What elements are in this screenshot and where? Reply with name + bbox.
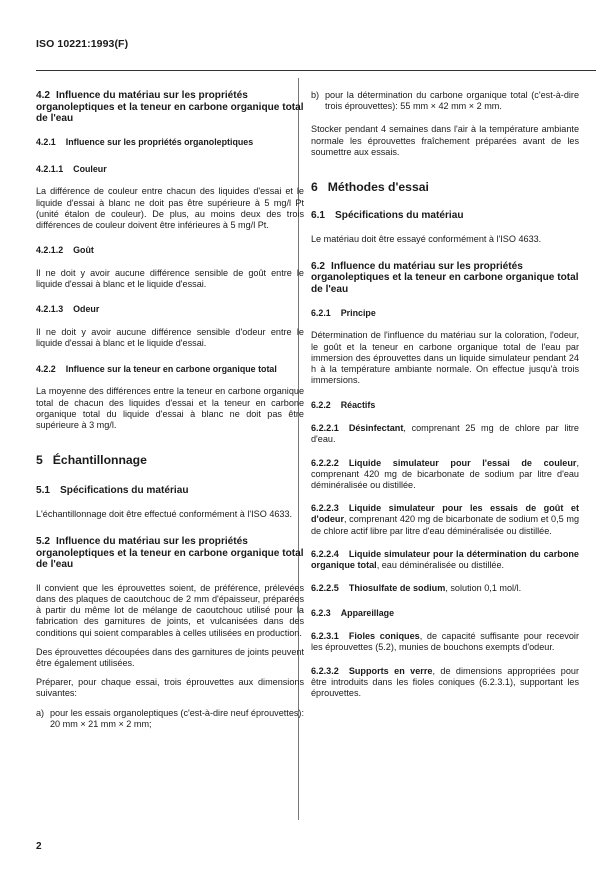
heading-6-2-2 — [311, 400, 579, 411]
clause-text: , comprenant 420 mg de bicarbonate de sodium par litre d'eau déminéralisée ou distillée. — [311, 457, 579, 491]
paragraph-garnitures: Des éprouvettes découpées dans des garnitures de joints peuvent être également utilisées. — [36, 646, 304, 668]
heading-6-2-1 — [311, 308, 579, 319]
heading-number: 5 — [36, 453, 43, 468]
heading-number: 6.2.3 — [311, 608, 331, 619]
heading-text: Spécifications du matériau — [335, 210, 464, 222]
clause-text: , comprenant 25 mg de chlore par litre d'eau. — [311, 423, 579, 445]
paragraph-couleur: La différence de couleur entre chacun des liquides d'essai et le liquide d'essai à blanc ne doit pas être supérieure à 5 mg/l Pt (unité étalon de couleur). De plus, au moins deux des trois différences de couleur doivent être inférieures à 5 mg/l Pt. — [36, 186, 304, 230]
heading-text: Échantillonnage — [52, 453, 147, 468]
paragraph-eprouvettes: Il convient que les éprouvettes soient, de préférence, prélevées dans des plaques de caoutchouc de 2 mm d'épaisseur, préparées à partir du même lot de mélange de caoutchouc utilisé pour la fabrication des garnitures de joints, et vulcanisées dans des conditions qui soient comparables à celles utilisées en production. — [36, 582, 304, 638]
heading-4-2-1-1 — [36, 164, 304, 175]
reagent-6-2-2-3 — [311, 503, 579, 537]
heading-4-2-2 — [36, 364, 304, 375]
heading-6 — [311, 180, 579, 194]
heading-number: 4.2 — [36, 90, 51, 101]
clause-number: 6.2.2.5 — [311, 583, 339, 594]
clause-number: 6.2.3.2 — [311, 665, 339, 676]
clause-number: 6.2.2.1 — [311, 423, 339, 434]
heading-text: Influence sur la teneur en carbone organique total — [65, 363, 277, 374]
heading-5-2 — [36, 536, 304, 571]
heading-text: Odeur — [73, 304, 100, 315]
heading-text: Influence du matériau sur les propriétés organoleptiques et la teneur en carbone organique total de l'eau — [36, 536, 304, 571]
heading-number: 4.2.2 — [36, 363, 56, 374]
clause-text: , eau déminéralisée ou distillée. — [376, 560, 505, 571]
heading-number: 6 — [311, 180, 318, 195]
heading-6-1 — [311, 210, 579, 222]
reagent-6-2-2-1 — [311, 423, 579, 445]
apparatus-6-2-3-2 — [311, 666, 579, 700]
heading-text: Spécifications du matériau — [60, 485, 189, 497]
left-column — [36, 90, 304, 730]
clause-number: 6.2.2.3 — [311, 503, 339, 514]
heading-number: 4.2.1.1 — [36, 163, 64, 174]
clause-term: Supports en verre — [348, 665, 433, 676]
reagent-6-2-2-4 — [311, 549, 579, 571]
list-text: pour les essais organoleptiques (c'est-à-dire neuf éprouvettes): 20 mm × 21 mm × 2 mm; — [50, 707, 304, 729]
heading-text: Goût — [73, 245, 94, 256]
heading-text: Influence sur les propriétés organoleptiques — [65, 136, 254, 147]
heading-4-2 — [36, 90, 304, 125]
reagent-6-2-2-5 — [311, 583, 579, 594]
clause-text: , comprenant 420 mg de bicarbonate de sodium et 0,5 mg de chlore actif libre par litre d'eau déminéralisée ou distillée. — [311, 514, 579, 536]
list-item-b — [311, 90, 579, 112]
heading-text: Couleur — [73, 163, 107, 174]
reagent-6-2-2-2 — [311, 458, 579, 492]
heading-5 — [36, 453, 304, 467]
clause-text: , de dimensions appropriées pour être introduits dans les fioles coniques (6.2.3.1), supportant les éprouvettes. — [311, 665, 579, 699]
clause-term: Liquide simulateur pour l'essai de couleur — [348, 457, 577, 468]
heading-text: Influence du matériau sur les propriétés organoleptiques et la teneur en carbone organique total de l'eau — [36, 90, 304, 125]
heading-number: 4.2.1.2 — [36, 245, 64, 256]
list-text: pour la détermination du carbone organique total (c'est-à-dire trois éprouvettes): 55 mm × 42 mm × 2 mm. — [325, 90, 579, 112]
heading-number: 6.2.2 — [311, 400, 331, 411]
paragraph-preparer: Préparer, pour chaque essai, trois éprouvettes aux dimensions suivantes: — [36, 677, 304, 699]
heading-5-1 — [36, 485, 304, 497]
heading-number: 6.1 — [311, 210, 326, 222]
header-rule — [36, 70, 596, 71]
clause-term: Liquide simulateur pour la détermination du carbone organique total — [311, 548, 579, 571]
clause-term: Liquide simulateur pour les essais de goût et d'odeur — [311, 503, 579, 525]
list-label: a) — [36, 707, 45, 718]
paragraph-odeur: Il ne doit y avoir aucune différence sensible d'odeur entre le liquide d'essai à blanc et le liquide d'essai. — [36, 327, 304, 349]
clause-term: Désinfectant — [348, 423, 404, 434]
heading-number: 4.2.1.3 — [36, 304, 64, 315]
page-number: 2 — [36, 841, 42, 852]
clause-number: 6.2.3.1 — [311, 631, 339, 642]
heading-4-2-1-2 — [36, 245, 304, 256]
heading-4-2-1 — [36, 137, 304, 148]
heading-text: Réactifs — [340, 400, 376, 411]
heading-text: Influence du matériau sur les propriétés organoleptiques et la teneur en carbone organique total de l'eau — [311, 260, 579, 295]
right-column — [311, 90, 579, 699]
clause-number: 6.2.2.4 — [311, 548, 339, 559]
heading-number: 6.2 — [311, 260, 326, 272]
document-header-title: ISO 10221:1993(F) — [36, 38, 129, 50]
heading-text: Méthodes d'essai — [327, 180, 429, 195]
paragraph-materiau: Le matériau doit être essayé conformément à l'ISO 4633. — [311, 233, 542, 244]
clause-text: , solution 0,1 mol/l. — [445, 583, 522, 594]
heading-4-2-1-3 — [36, 304, 304, 315]
clause-number: 6.2.2.2 — [311, 457, 339, 468]
paragraph-carbone: La moyenne des différences entre la teneur en carbone organique total de chacun des liquides d'essai et la teneur en carbone organique total du liquide d'essai à blanc ne doit pas être supérieure à 3 mg/l. — [36, 386, 304, 430]
clause-term: Fioles coniques — [348, 631, 420, 642]
clause-term: Thiosulfate de sodium — [348, 583, 446, 594]
heading-6-2 — [311, 261, 579, 296]
heading-number: 6.2.1 — [311, 307, 331, 318]
clause-text: , de capacité suffisante pour recevoir les éprouvettes (5.2), munies de bouchons exempts d'odeur. — [311, 631, 579, 653]
heading-number: 5.2 — [36, 536, 51, 547]
heading-6-2-3 — [311, 608, 579, 619]
heading-text: Principe — [340, 307, 376, 318]
paragraph-stocker: Stocker pendant 4 semaines dans l'air à la température ambiante normale les éprouvettes fraîchement préparées avant de les soumettre aux essais. — [311, 124, 579, 157]
paragraph-principe: Détermination de l'influence du matériau sur la coloration, l'odeur, le goût et la teneur en carbone organique total de l'eau par immersion des éprouvettes dans un liquide simulateur pendant 24 h à la température ambiante normale. On effectue jusqu'à trois immersions. — [311, 330, 579, 386]
list-label: b) — [311, 90, 320, 100]
heading-number: 4.2.1 — [36, 136, 56, 147]
paragraph-echantillonnage: L'échantillonnage doit être effectué conformément à l'ISO 4633. — [36, 508, 293, 519]
paragraph-gout: Il ne doit y avoir aucune différence sensible de goût entre le liquide d'essai à blanc et le liquide d'essai. — [36, 267, 304, 290]
heading-text: Appareillage — [340, 608, 395, 619]
list-item-a — [36, 708, 304, 730]
heading-number: 5.1 — [36, 485, 51, 497]
apparatus-6-2-3-1 — [311, 631, 579, 653]
